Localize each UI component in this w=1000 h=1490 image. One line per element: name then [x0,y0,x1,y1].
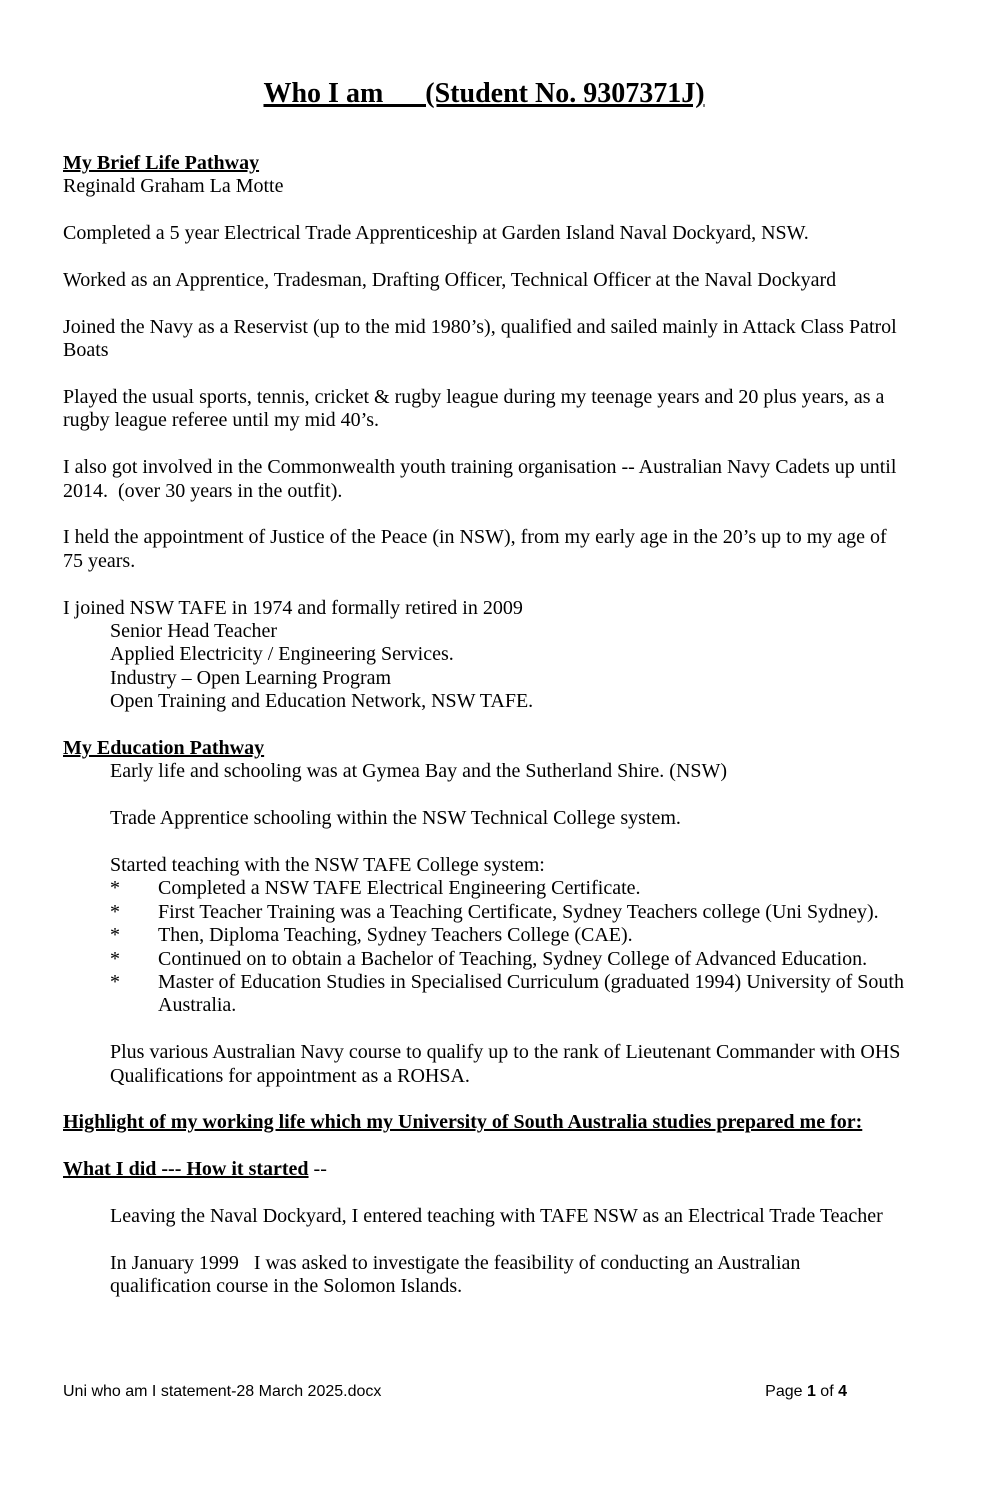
indented-paragraph: Industry – Open Learning Program [110,666,392,689]
document-title [63,76,905,112]
section-heading-mixed [63,1158,905,1181]
paragraph: I also got involved in the Commonwealth youth training organisation -- Australian Navy Cadets up until 2014. (over 30 years in the outfit). [63,456,902,502]
blank-line [63,573,905,596]
bullet-item [63,971,908,1018]
page-footer [63,1382,905,1402]
indented-paragraph: Senior Head Teacher [110,620,278,643]
bullet-item [63,877,905,900]
bullet-marker: * [110,947,120,970]
footer-page-word: Page [765,1383,807,1400]
blank-line [63,1228,905,1251]
bullet-text: Master of Education Studies in Specialised Curriculum (graduated 1994) University of South Australia. [158,971,908,1017]
bullet-text: Completed a NSW TAFE Electrical Engineering Certificate. [158,877,641,900]
indented-paragraph: Trade Apprentice schooling within the NSW Technical College system. [110,807,681,830]
section-heading: Highlight of my working life which my University of South Australia studies prepared me for: [63,1111,863,1134]
bullet-text: Then, Diploma Teaching, Sydney Teachers College (CAE). [158,924,633,947]
footer-filename: Uni who am I statement-28 March 2025.docx [63,1383,382,1400]
section-heading: My Education Pathway [63,737,265,760]
blank-line [63,246,905,269]
bullet-marker: * [110,877,120,900]
blank-line [63,503,905,526]
blank-line [63,1088,905,1111]
indented-paragraph: Started teaching with the NSW TAFE College system: [110,854,545,877]
footer-page-indicator [765,1382,847,1402]
blank-line [63,1135,905,1158]
blank-line [63,1018,905,1041]
paragraph: Played the usual sports, tennis, cricket & rugby league during my teenage years and 20 plus years, as a rugby league referee until my mid 40’s. [63,386,890,432]
indented-paragraph: Leaving the Naval Dockyard, I entered teaching with TAFE NSW as an Electrical Trade Teacher [110,1205,883,1228]
bullet-item [63,948,905,971]
bullet-marker: * [110,924,120,947]
blank-line [63,784,905,807]
footer-of-word: of [815,1383,839,1400]
bullet-text: First Teacher Training was a Teaching Certificate, Sydney Teachers college (Uni Sydney). [158,900,879,923]
bullet-text: Continued on to obtain a Bachelor of Teaching, Sydney College of Advanced Education. [158,947,868,970]
indented-paragraph: In January 1999 I was asked to investigate the feasibility of conducting an Australian qualification course in the Solomon Islands. [110,1251,806,1298]
footer-page-number: 1 [806,1383,816,1400]
section-heading-suffix: -- [308,1158,327,1181]
indented-paragraph: Applied Electricity / Engineering Services. [110,643,454,666]
bullet-marker: * [110,971,120,994]
blank-line [63,714,905,737]
paragraph: Worked as an Apprentice, Tradesman, Drafting Officer, Technical Officer at the Naval Dockyard [63,269,837,291]
blank-line [63,363,905,386]
paragraph: Completed a 5 year Electrical Trade Apprenticeship at Garden Island Naval Dockyard, NSW. [63,222,809,245]
document-title-text: Who I am (Student No. 9307371J) [263,78,705,109]
blank-line [63,199,905,222]
paragraph: I joined NSW TAFE in 1974 and formally retired in 2009 [63,596,523,619]
indented-paragraph: Early life and schooling was at Gymea Bay and the Sutherland Shire. (NSW) [110,760,728,783]
document-body [63,152,908,1299]
bullet-item [63,924,905,947]
paragraph: Reginald Graham La Motte [63,175,284,198]
bullet-marker: * [110,900,120,923]
indented-paragraph: Open Training and Education Network, NSW TAFE. [110,690,534,713]
blank-line [63,831,905,854]
blank-line [63,433,905,456]
footer-page-total: 4 [838,1383,847,1400]
section-heading: My Brief Life Pathway [63,152,260,174]
bullet-item [63,901,905,924]
blank-line [63,292,905,315]
paragraph: Joined the Navy as a Reservist (up to the mid 1980’s), qualified and sailed mainly in Attack Class Patrol Boats [63,315,902,362]
blank-line [63,1182,905,1205]
section-heading-underlined: What I did --- How it started [63,1158,309,1181]
paragraph: I held the appointment of Justice of the Peace (in NSW), from my early age in the 20’s up to my age of 75 years. [63,526,892,572]
indented-paragraph: Plus various Australian Navy course to qualify up to the rank of Lieutenant Commander with OHS Qualifications for appointment as a ROHSA. [110,1041,906,1087]
